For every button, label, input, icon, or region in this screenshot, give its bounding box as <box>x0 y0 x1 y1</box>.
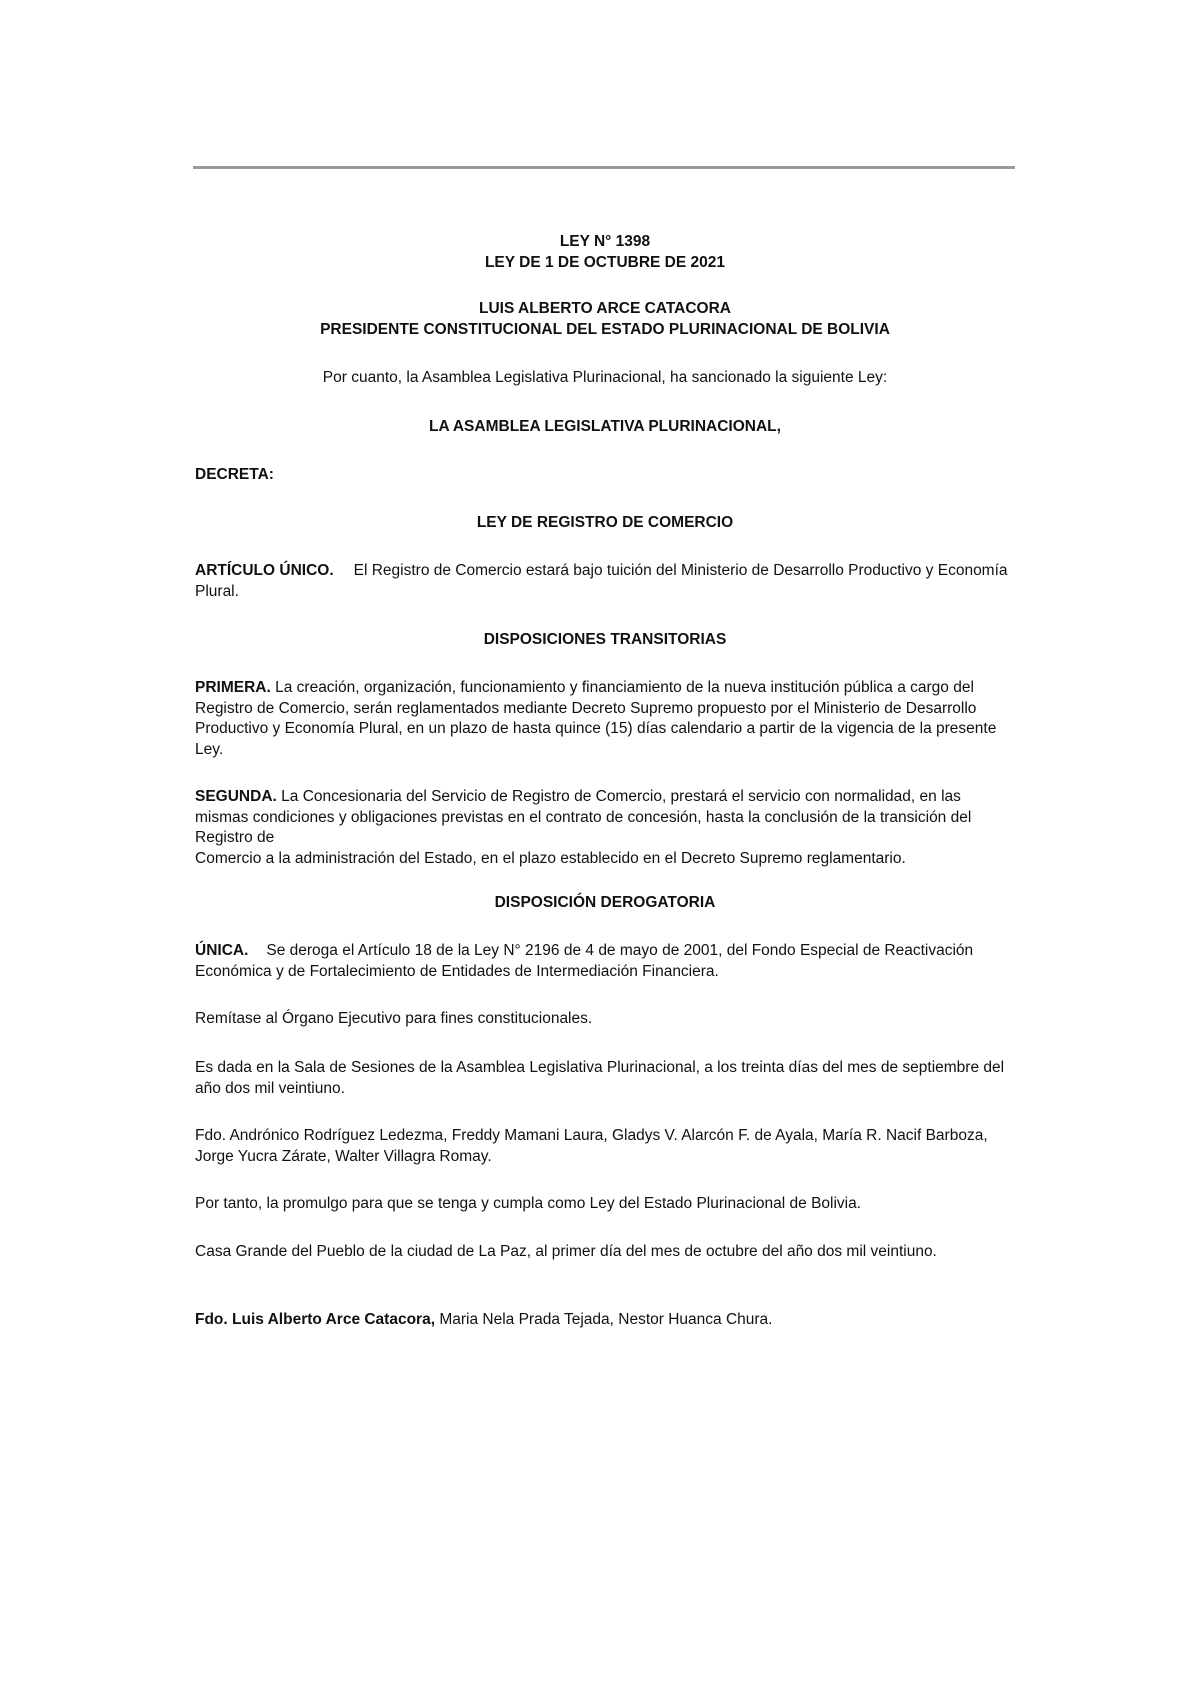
derogatory-unique <box>195 941 1015 982</box>
final-sign-rest: Maria Nela Prada Tejada, Nestor Huanca Chura. <box>439 1311 773 1328</box>
first-label: PRIMERA. <box>195 679 271 696</box>
place-paragraph: Casa Grande del Pueblo de la ciudad de La Paz, al primer día del mes de octubre del año dos mil veintiuno. <box>195 1243 937 1260</box>
article-label: ARTÍCULO ÚNICO. <box>195 562 334 579</box>
signatories-paragraph: Fdo. Andrónico Rodríguez Ledezma, Freddy Mamani Laura, Gladys V. Alarcón F. de Ayala, María R. Nacif Barboza, Jorge Yucra Zárate, Walter Villagra Romay. <box>195 1127 988 1165</box>
final-signature <box>195 1310 1015 1331</box>
preamble: Por cuanto, la Asamblea Legislativa Plurinacional, ha sancionado la siguiente Ley: <box>322 369 888 386</box>
derogatory-heading: DISPOSICIÓN DEROGATORIA <box>494 894 716 911</box>
second-text-1: La Concesionaria del Servicio de Registro de Comercio, prestará el servicio con normalidad, en las mismas condiciones y obligaciones previstas en el contrato de concesión, hasta la conclusión de la transición del Registro de <box>195 788 972 846</box>
second-label: SEGUNDA. <box>195 788 277 805</box>
remit-paragraph: Remítase al Órgano Ejecutivo para fines constitucionales. <box>195 1010 593 1027</box>
decreta-heading: DECRETA: <box>195 466 274 483</box>
second-text-2: Comercio a la administración del Estado, en el plazo establecido en el Decreto Supremo reglamentario. <box>195 849 906 867</box>
article-unique <box>195 561 1015 602</box>
president-title: PRESIDENTE CONSTITUCIONAL DEL ESTADO PLURINACIONAL DE BOLIVIA <box>320 320 890 338</box>
final-sign-bold: Fdo. Luis Alberto Arce Catacora, <box>195 1311 436 1328</box>
derogatory-text: Se deroga el Artículo 18 de la Ley N° 2196 de 4 de mayo de 2001, del Fondo Especial de Reactivación Económica y de Fortalecimiento de Entidades de Intermediación Financiera. <box>195 942 974 980</box>
derogatory-label: ÚNICA. <box>195 942 249 959</box>
law-number: LEY N° 1398 <box>559 233 651 250</box>
given-paragraph: Es dada en la Sala de Sesiones de la Asamblea Legislativa Plurinacional, a los treinta días del mes de septiembre del año dos mil veintiuno. <box>195 1059 1005 1097</box>
president-name: LUIS ALBERTO ARCE CATACORA <box>478 300 731 317</box>
law-title: LEY DE REGISTRO DE COMERCIO <box>476 514 734 531</box>
law-date: LEY DE 1 DE OCTUBRE DE 2021 <box>484 253 726 271</box>
law-header <box>195 232 1015 273</box>
assembly-heading: LA ASAMBLEA LEGISLATIVA PLURINACIONAL, <box>429 418 781 435</box>
article-text: El Registro de Comercio estará bajo tuición del Ministerio de Desarrollo Productivo y Economía Plural. <box>195 562 1008 600</box>
promulgation-paragraph: Por tanto, la promulgo para que se tenga y cumpla como Ley del Estado Plurinacional de Bolivia. <box>195 1195 862 1212</box>
transitional-first <box>195 678 1015 760</box>
president-block <box>195 299 1015 340</box>
transitional-second <box>195 787 1015 869</box>
transitional-heading: DISPOSICIONES TRANSITORIAS <box>483 631 727 648</box>
header-rule <box>193 166 1015 169</box>
first-text: La creación, organización, funcionamiento y financiamiento de la nueva institución pública a cargo del Registro de Comercio, serán reglamentados mediante Decreto Supremo propuesto por el Ministerio de Desarrollo Productivo y Economía Plural, en un plazo de hasta quince (15) días calendario a partir de la vigencia de la presente Ley. <box>195 679 997 758</box>
